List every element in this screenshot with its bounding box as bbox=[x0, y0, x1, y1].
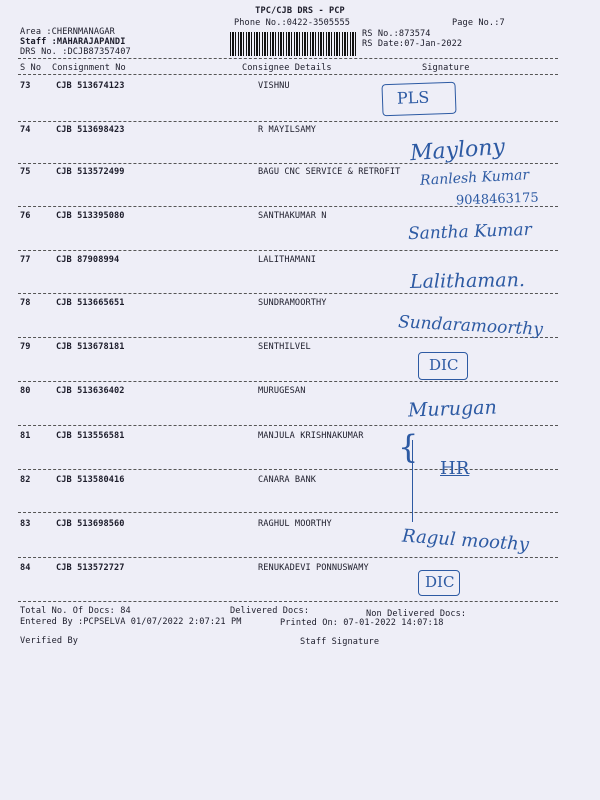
row-consignment: CJB 513580416 bbox=[56, 475, 125, 485]
col-header-signature: Signature bbox=[422, 63, 470, 73]
col-header-consignment: Consignment No bbox=[52, 63, 126, 73]
signature-83: Ragul moothy bbox=[401, 525, 530, 556]
rs-number: RS No.:873574 bbox=[362, 29, 431, 39]
phone-number: Phone No.:0422-3505555 bbox=[234, 18, 351, 28]
row-sno: 78 bbox=[20, 298, 31, 308]
row-consignment: CJB 513572499 bbox=[56, 167, 125, 177]
area-label: Area :CHERNMANAGAR bbox=[20, 27, 115, 37]
signature-75: Ranlesh Kumar bbox=[419, 167, 530, 189]
divider bbox=[18, 58, 558, 59]
barcode-image bbox=[230, 32, 358, 56]
row-sno: 74 bbox=[20, 125, 31, 135]
row-sno: 73 bbox=[20, 81, 31, 91]
row-sno: 83 bbox=[20, 519, 31, 529]
entered-by: Entered By :PCPSELVA 01/07/2022 2:07:21 PM bbox=[20, 617, 242, 627]
staff-label: Staff :MAHARAJAPANDI bbox=[20, 37, 126, 47]
signature-79 bbox=[418, 352, 468, 380]
divider bbox=[18, 601, 558, 602]
staff-signature: Staff Signature bbox=[300, 637, 380, 647]
signature-text: PLS bbox=[396, 87, 430, 108]
report-title: TPC/CJB DRS - PCP bbox=[255, 6, 345, 16]
table-row bbox=[0, 298, 600, 314]
signature-77: Lalithaman. bbox=[409, 268, 526, 294]
row-sno: 80 bbox=[20, 386, 31, 396]
row-consignment: CJB 87908994 bbox=[56, 255, 120, 265]
verified-by: Verified By bbox=[20, 636, 79, 646]
divider bbox=[18, 557, 558, 558]
table-row bbox=[0, 125, 600, 141]
row-consignment: CJB 513698560 bbox=[56, 519, 125, 529]
col-header-consignee: Consignee Details bbox=[242, 63, 332, 73]
col-header-sno: S No bbox=[20, 63, 42, 73]
row-consignee: VISHNU bbox=[258, 81, 290, 91]
total-docs: Total No. Of Docs: 84 bbox=[20, 606, 131, 616]
signature-73 bbox=[381, 82, 456, 117]
divider bbox=[18, 121, 558, 122]
row-consignment: CJB 513572727 bbox=[56, 563, 125, 573]
row-consignment: CJB 513674123 bbox=[56, 81, 125, 91]
row-consignment: CJB 513556581 bbox=[56, 431, 125, 441]
row-consignment: CJB 513665651 bbox=[56, 298, 125, 308]
printed-on: Printed On: 07-01-2022 14:07:18 bbox=[280, 618, 444, 628]
row-consignee: R MAYILSAMY bbox=[258, 125, 317, 135]
curly-brace-icon: { bbox=[398, 428, 419, 466]
row-consignee: BAGU CNC SERVICE & RETROFIT bbox=[258, 167, 401, 177]
row-consignment: CJB 513698423 bbox=[56, 125, 125, 135]
divider bbox=[18, 74, 558, 75]
signature-80: Murugan bbox=[407, 396, 498, 422]
signature-78: Sundaramoorthy bbox=[397, 312, 544, 340]
table-row bbox=[0, 81, 600, 97]
divider bbox=[18, 163, 558, 164]
drs-number: DRS No. :DCJB87357407 bbox=[20, 47, 131, 57]
table-row bbox=[0, 475, 600, 491]
signature-text: DIC bbox=[429, 356, 459, 374]
rs-date: RS Date:07-Jan-2022 bbox=[362, 39, 463, 49]
row-sno: 84 bbox=[20, 563, 31, 573]
divider bbox=[18, 469, 558, 470]
row-consignee: SENTHILVEL bbox=[258, 342, 311, 352]
row-consignee: MANJULA KRISHNAKUMAR bbox=[258, 431, 364, 441]
row-consignee: RAGHUL MOORTHY bbox=[258, 519, 332, 529]
signature-text: DIC bbox=[425, 573, 455, 591]
signature-stroke bbox=[412, 440, 413, 522]
table-row bbox=[0, 342, 600, 358]
signature-81-82: HR bbox=[440, 458, 470, 479]
row-consignment: CJB 513636402 bbox=[56, 386, 125, 396]
row-sno: 75 bbox=[20, 167, 31, 177]
row-consignee: SUNDRAMOORTHY bbox=[258, 298, 327, 308]
row-sno: 76 bbox=[20, 211, 31, 221]
signature-76: Santha Kumar bbox=[407, 219, 533, 245]
row-sno: 82 bbox=[20, 475, 31, 485]
row-sno: 81 bbox=[20, 431, 31, 441]
signature-75-phone: 9048463175 bbox=[455, 190, 539, 209]
table-row bbox=[0, 563, 600, 579]
row-consignee: LALITHAMANI bbox=[258, 255, 317, 265]
divider bbox=[18, 512, 558, 513]
delivered-docs: Delivered Docs: bbox=[230, 606, 310, 616]
row-consignee: CANARA BANK bbox=[258, 475, 317, 485]
row-sno: 79 bbox=[20, 342, 31, 352]
divider bbox=[18, 381, 558, 382]
table-row bbox=[0, 431, 600, 447]
signature-84 bbox=[418, 570, 460, 596]
row-consignee: SANTHAKUMAR N bbox=[258, 211, 327, 221]
table-row bbox=[0, 386, 600, 402]
row-consignee: RENUKADEVI PONNUSWAMY bbox=[258, 563, 369, 573]
non-delivered-docs: Non Delivered Docs: bbox=[366, 609, 467, 619]
divider bbox=[18, 250, 558, 251]
divider bbox=[18, 337, 558, 338]
page-number: Page No.:7 bbox=[452, 18, 505, 28]
row-consignment: CJB 513395080 bbox=[56, 211, 125, 221]
row-consignee: MURUGESAN bbox=[258, 386, 306, 396]
divider bbox=[18, 425, 558, 426]
row-consignment: CJB 513678181 bbox=[56, 342, 125, 352]
divider bbox=[18, 293, 558, 294]
row-sno: 77 bbox=[20, 255, 31, 265]
signature-74: Maylony bbox=[409, 134, 506, 167]
